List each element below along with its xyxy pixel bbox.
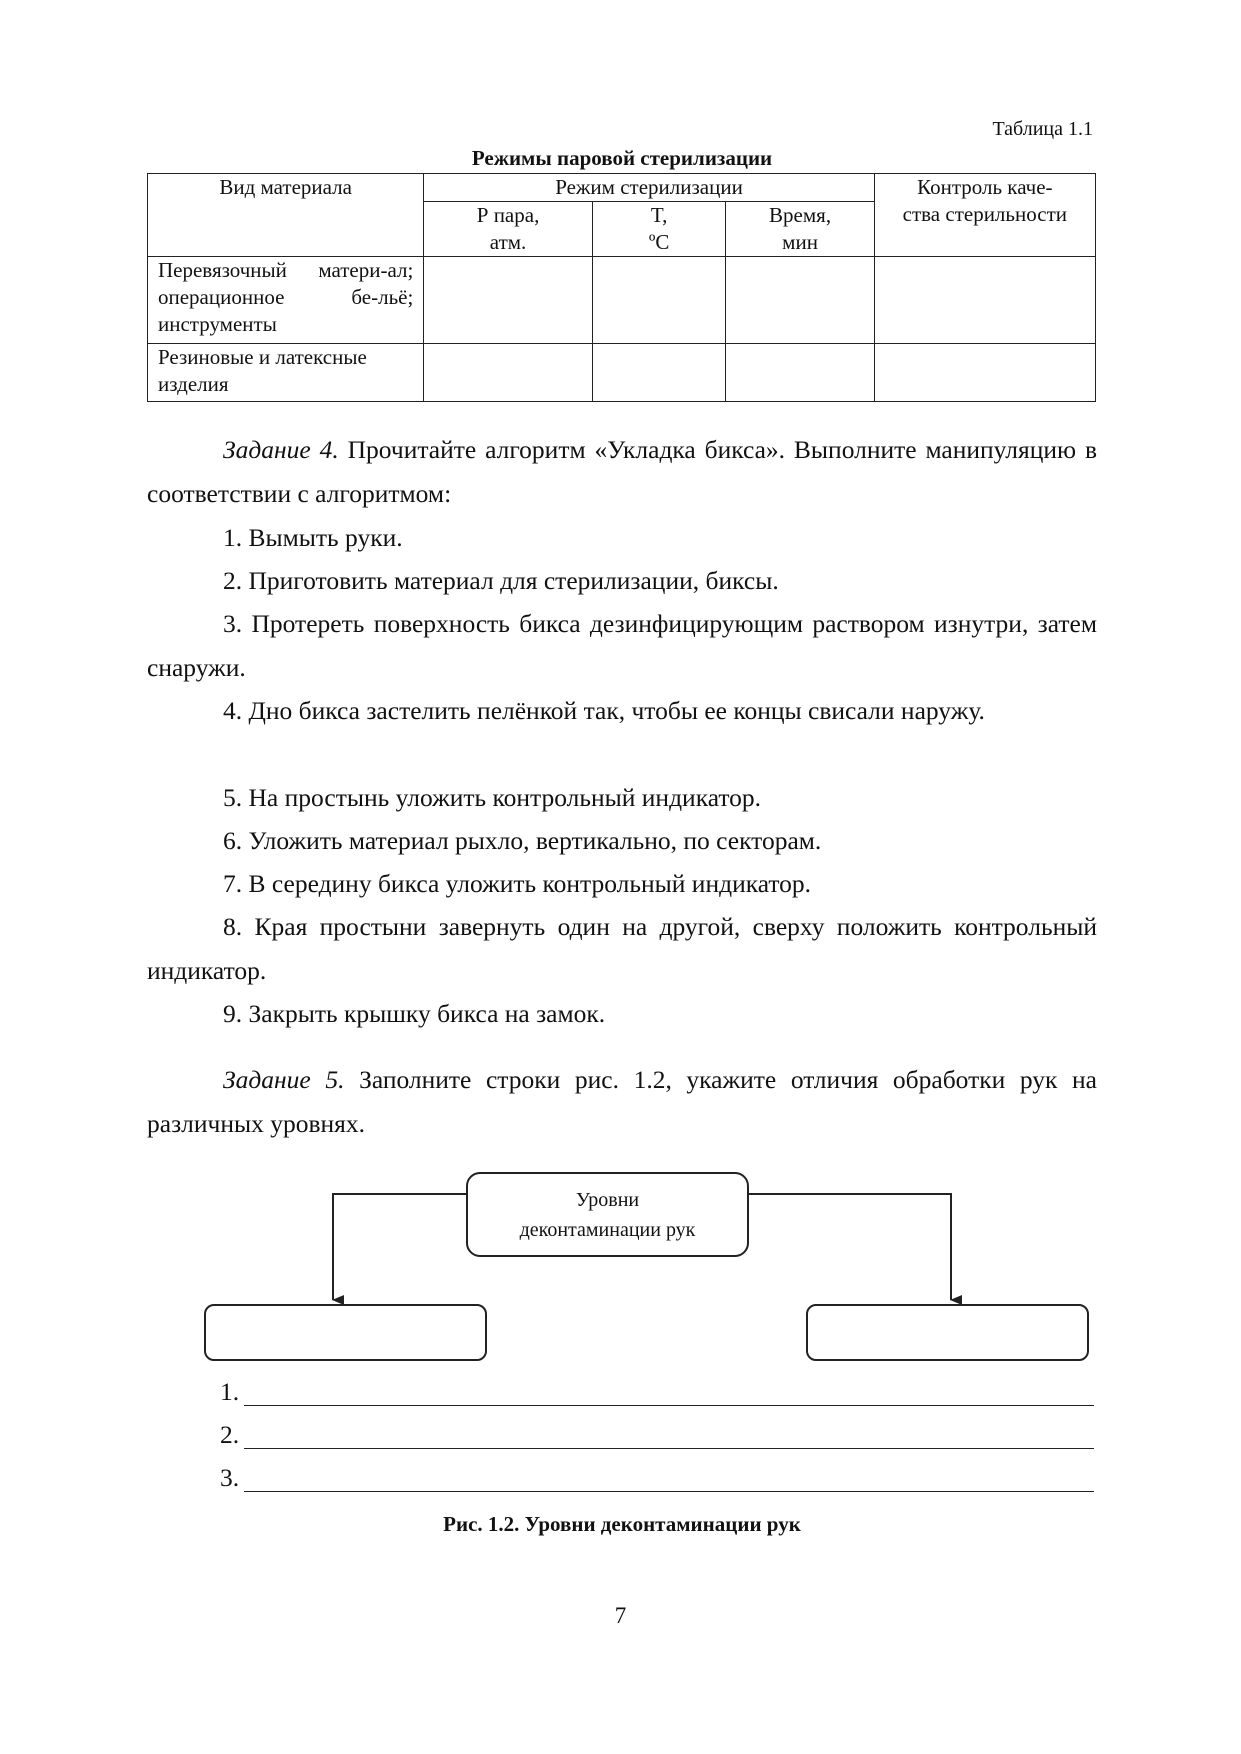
table-title: Режимы паровой стерилизации (471, 146, 773, 170)
empty-cell (592, 344, 726, 402)
diagram-main-box (466, 1172, 749, 1257)
header-time-line1: Время, (769, 203, 832, 227)
header-control-line2: ства стерильности (902, 202, 1067, 226)
empty-cell (592, 257, 726, 344)
fill-line-blank[interactable] (244, 1379, 1094, 1406)
task5-paragraph (147, 1058, 1097, 1146)
header-control (874, 174, 1095, 257)
empty-cell (726, 257, 874, 344)
header-material: Вид материала (148, 174, 424, 257)
diagram-right-box[interactable] (806, 1304, 1089, 1361)
task4-step: 5. На простынь уложить контрольный индикатор. (223, 783, 762, 812)
table-row (148, 344, 1096, 402)
empty-cell (726, 344, 874, 402)
row-material-cell: Перевязочный матери-ал; операционное бе-льё; инструменты (148, 257, 424, 344)
fill-line[interactable] (220, 1374, 1094, 1410)
fill-line-number: 1. (220, 1377, 240, 1406)
empty-cell (874, 344, 1095, 402)
task4-label: Задание 4. (223, 435, 339, 464)
task4-step: 7. В середину бикса уложить контрольный индикатор. (223, 869, 812, 898)
header-time-line2: мин (782, 230, 818, 254)
header-mode: Режим стерилизации (424, 174, 874, 202)
task5-text: Заполните строки рис. 1.2, укажите отличия обработки рук на различных уровнях. (147, 1065, 1097, 1138)
task4-text: Прочитайте алгоритм «Укладка бикса». Выполните манипуляцию в соответствии с алгоритмом: (147, 435, 1098, 508)
header-control-line1: Контроль каче- (917, 175, 1053, 199)
arrow-right (749, 1194, 951, 1300)
task4-step: 8. Края простыни завернуть один на другой, сверху положить контрольный индикатор. (147, 912, 1097, 985)
fill-line[interactable] (220, 1460, 1094, 1496)
task4-step: 3. Протереть поверхность бикса дезинфицирующим раствором изнутри, затем снаружи. (147, 609, 1097, 682)
task4-step: 9. Закрыть крышку бикса на замок. (223, 999, 606, 1028)
fill-line[interactable] (220, 1417, 1094, 1453)
main-box-line2: деконтаминации рук (519, 1218, 696, 1241)
empty-cell (874, 257, 1095, 344)
table-row (148, 257, 1096, 344)
task5-label: Задание 5. (223, 1065, 345, 1094)
fill-line-blank[interactable] (244, 1465, 1094, 1492)
row-material-cell: Резиновые и латексные изделия (148, 344, 424, 402)
page-number: 7 (614, 1603, 627, 1628)
header-time (726, 202, 874, 257)
header-pressure (424, 202, 592, 257)
figure-caption: Рис. 1.2. Уровни деконтаминации рук (443, 1512, 801, 1536)
header-pressure-line2: атм. (489, 230, 527, 254)
fill-line-blank[interactable] (244, 1422, 1094, 1449)
sterilization-table (147, 173, 1096, 402)
empty-cell (424, 344, 592, 402)
header-pressure-line1: Р пара, (476, 203, 540, 227)
main-box-line1: Уровни (575, 1188, 640, 1211)
table-number: Таблица 1.1 (992, 118, 1093, 140)
task4-step: 4. Дно бикса застелить пелёнкой так, чтобы ее концы свисали наружу. (223, 696, 985, 725)
header-temperature-line2: ºС (648, 230, 670, 254)
task4-paragraph (147, 428, 1097, 516)
task4-step: 2. Приготовить материал для стерилизации, биксы. (223, 566, 779, 595)
header-temperature-line1: T, (650, 203, 668, 227)
fill-line-number: 2. (220, 1420, 240, 1449)
header-temperature (592, 202, 726, 257)
empty-cell (424, 257, 592, 344)
fill-line-number: 3. (220, 1463, 240, 1492)
task4-step: 6. Уложить материал рыхло, вертикально, по секторам. (223, 826, 822, 855)
arrow-left (333, 1194, 466, 1300)
diagram-left-box[interactable] (204, 1304, 487, 1361)
task4-step: 1. Вымыть руки. (223, 523, 403, 552)
